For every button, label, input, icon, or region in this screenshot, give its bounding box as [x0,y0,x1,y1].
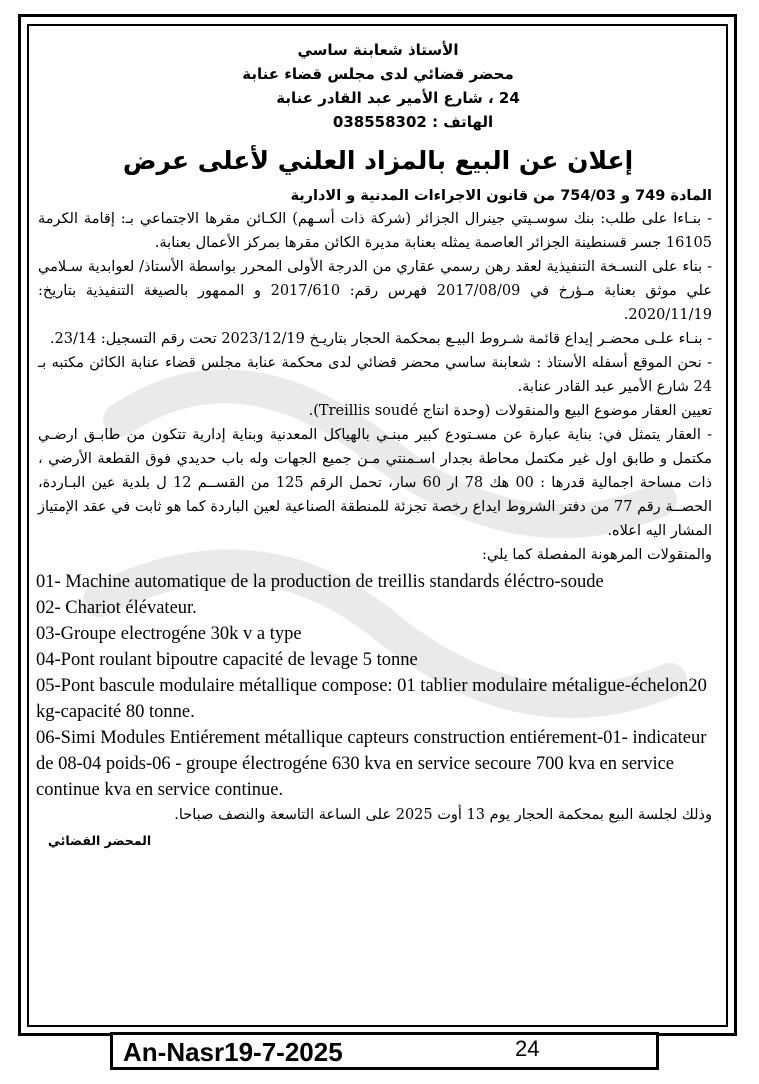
paragraph-property-description: - العقار يتمثل في: بناية عبارة عن مسـتودع كبير مبنـي بالهياكل المعدنية وبناية إدارية تتكون من طابـق ارضـي مكتمل و طابق اول غير مكتمل محاطة بجدار اسـمنتي مـن جميع الجهات وله باب حديدي فوق القطعة الأرضي ، ذات مساحة اجمالية قدرها : 00 هك 78 ار 60 سار، تحمل الرقم 125 من القســم 12 ل بلدية عين البـاردة، الحصــة رقم 77 من دفتر الشروط ايداع رخصة تجزئة للمنطقة الصناعية لعين الباردة كما هو ثابت في عقد الإمتياز المشار اليه اعلاه. [38,427,712,539]
bailiff-phone-line [36,110,720,134]
paragraph-requester: - بنـاءا على طلب: بنك سوسـيتي جينرال الجزائر (شركة ذات أسـهم) الكـائن مقرها الاجتماعي بـ: إقامة الكرمة 16105 جسر قسنطينة الجزائر العاصمة يمثله بعنابة مديرة الكائن مقرها بمركز الأعمال بعنابة. [38,211,712,251]
movables-list [36,569,720,803]
list-item: 05-Pont bascule modulaire métallique compose: 01 tablier modulaire métaligue-échelon20 kg-capacité 80 tonne. [36,676,707,722]
list-item: 02- Chariot élévateur. [36,598,197,618]
bailiff-header [36,38,720,134]
signature-bailiff: المحضر القضائي [48,833,152,848]
list-item: 04-Pont roulant bipoutre capacité de levage 5 tonne [36,650,418,670]
phone-label: الهاتف : [432,113,494,131]
paragraph-property-designation: تعيين العقار موضوع البيع والمنقولات (وحدة انتاج Treillis soudé). [308,403,712,419]
law-reference: المادة 749 و 754/03 من قانون الاجراءات المدنية و الادارية [290,188,712,204]
sale-session-closing: وذلك لجلسة البيع بمحكمة الحجار يوم 13 أوت 2025 على الساعة التاسعة والنصف صباحا. [174,807,712,823]
bailiff-name: الأستاذ شعابنة ساسي [297,41,459,59]
announcement-title: إعلان عن البيع بالمزاد العلني لأعلى عرض [122,146,634,175]
paragraph-bailiff-statement: - نحن الموقع أسفله الأستاذ : شعابنة ساسي محضر قضائي لدى محكمة عنابة مجلس قضاء عنابة الكائن مكتبه بـ 24 شارع الأمير عبد القادر عنابة. [38,355,712,395]
list-item: 01- Machine automatique de la production de treillis standards éléctro-soude [36,572,604,592]
announcement-content [36,30,720,1024]
bailiff-address: 24 ، شارع الأمير عبد القادر عنابة [276,89,520,107]
bailiff-office: محضر قضائي لدى مجلس قضاء عنابة [242,65,514,83]
paragraph-movables-intro: والمنقولات المرهونة المفصلة كما يلي: [482,547,712,563]
list-item: 03-Groupe electrogéne 30k v a type [36,624,302,644]
footer-publication-box [110,1032,659,1070]
paragraph-conditions-deposit: - بنـاء علـى محضـر إيداع قائمة شـروط البيـع بمحكمة الحجار بتاريـخ 2023/12/19 تحت رقم التسجيل: 23/14. [49,331,712,347]
list-item: 06-Simi Modules Entiérement métallique capteurs construction entiérement-01- indicateur de 08-04 poids-06 - groupe électrogéne 630 kva en service secoure 700 kva en service continue kva en service continue. [36,728,707,800]
paragraph-executive-copy: - بناء على النسـخة التنفيذية لعقد رهن رسمي عقاري من الدرجة الأولى المحرر بواسطة الأستاذ/ لعوابدية سـلامي علي موثق بعنابة مـؤرخ في 2017/08/09 فهرس رقم: 2017/610 و الممهور بالصيغة التنفيذية بتاريخ: 2020/11/19. [38,259,712,323]
phone-number: 038558302 [332,113,427,131]
page-number: 24 [515,1036,540,1061]
publication-name-date: An-Nasr19-7-2025 [123,1037,343,1067]
arabic-body [36,207,720,567]
